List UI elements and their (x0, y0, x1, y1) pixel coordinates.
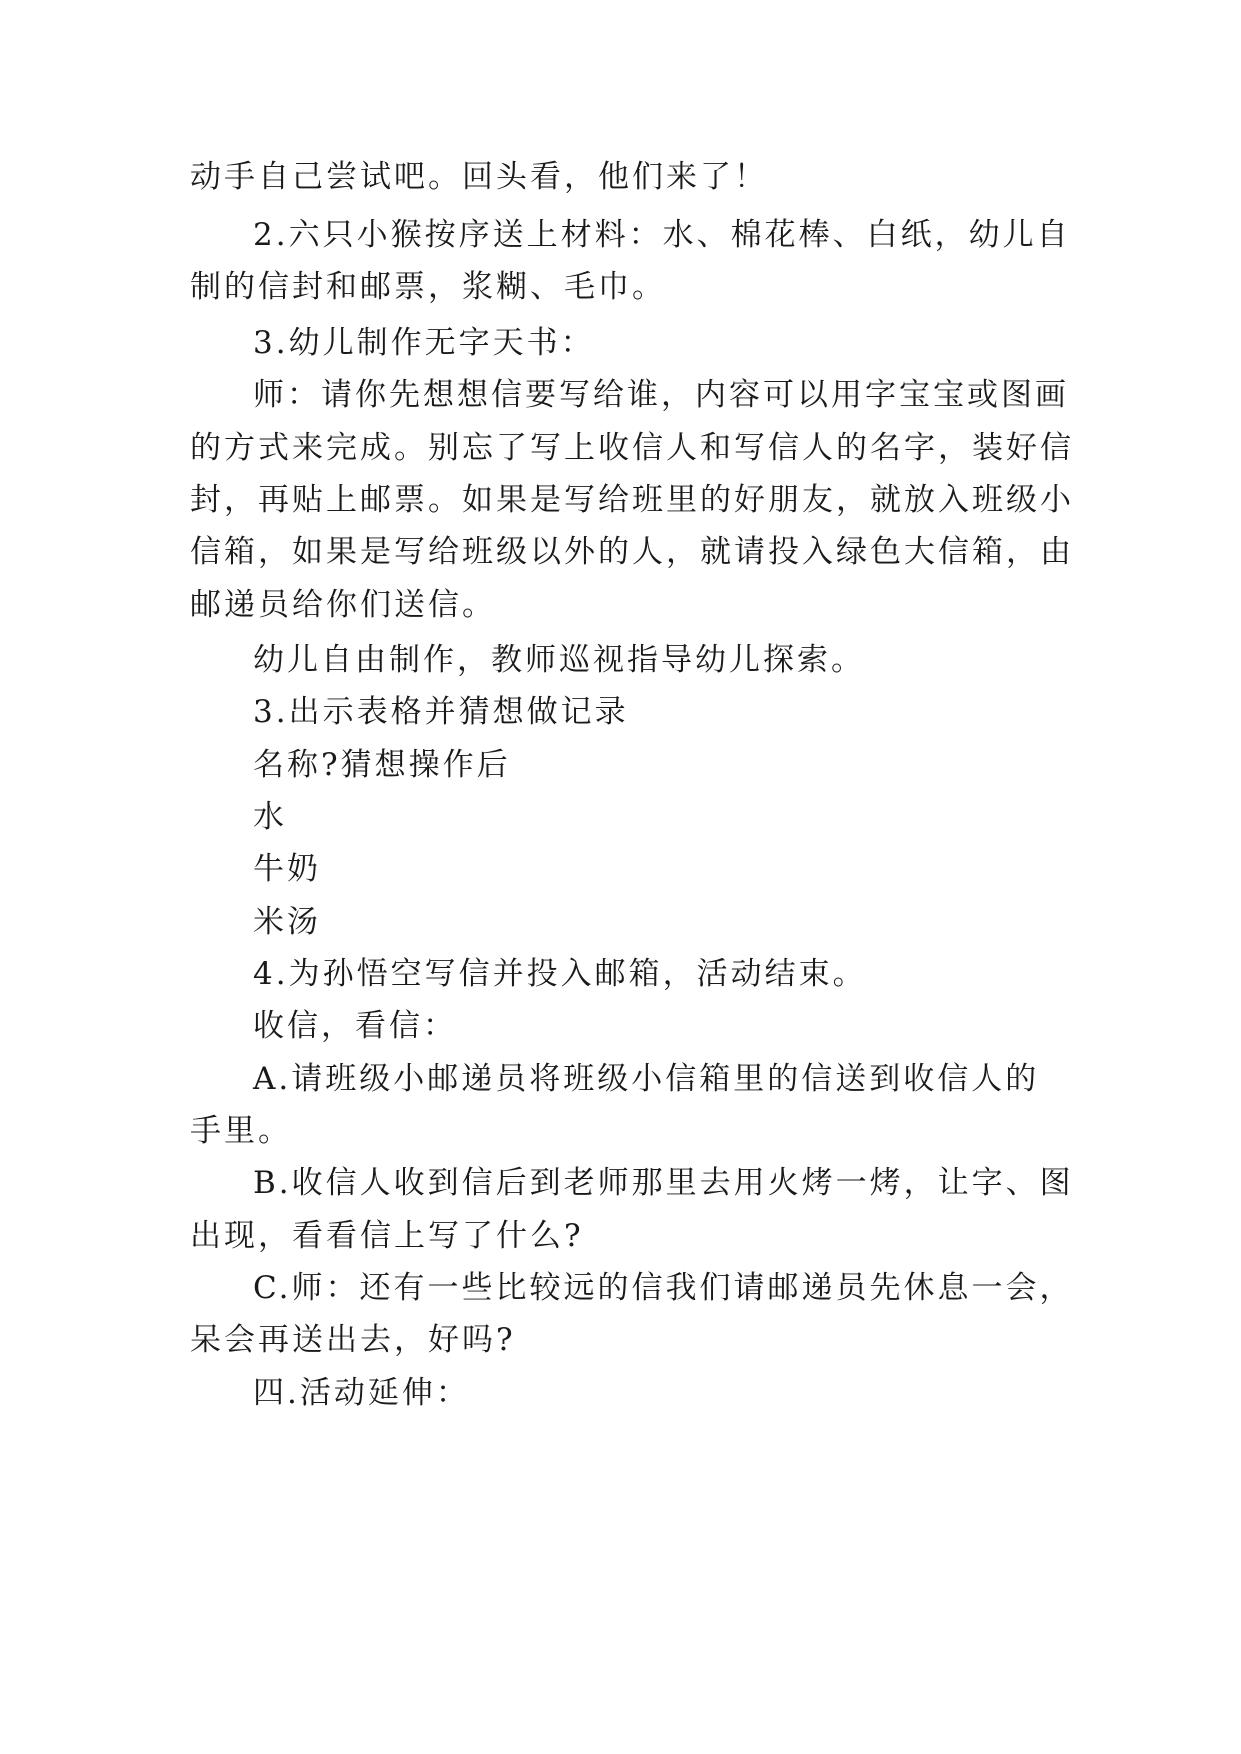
text-line: 信箱，如果是写给班级以外的人，就请投入绿色大信箱，由 (190, 534, 1074, 570)
text-line: 的方式来完成。别忘了写上收信人和写信人的名字，装好信 (190, 430, 1074, 466)
text-line: 呆会再送出去，好吗? (190, 1322, 516, 1358)
text-line: 名称?猜想操作后 (253, 747, 511, 783)
text-line: 幼儿自由制作，教师巡视指导幼儿探索。 (253, 642, 865, 678)
text-line: 师：请你先想想信要写给谁，内容可以用字宝宝或图画 (253, 377, 1069, 413)
text-line: 动手自己尝试吧。回头看，他们来了！ (190, 159, 768, 195)
text-line: 水 (253, 799, 287, 835)
text-line: 出现，看看信上写了什么? (190, 1218, 584, 1254)
text-line: A.请班级小邮递员将班级小信箱里的信送到收信人的 (253, 1061, 1040, 1097)
text-line: 邮递员给你们送信。 (190, 587, 496, 623)
text-line: C.师：还有一些比较远的信我们请邮递员先休息一会， (253, 1270, 1074, 1306)
text-line: 3.幼儿制作无字天书： (253, 325, 595, 361)
text-line: B.收信人收到信后到老师那里去用火烤一烤，让字、图 (253, 1165, 1074, 1201)
text-line: 4.为孙悟空写信并投入邮箱，活动结束。 (253, 956, 867, 992)
text-line: 牛奶 (253, 851, 321, 887)
text-line: 制的信封和邮票，浆糊、毛巾。 (190, 269, 666, 305)
text-line: 封，再贴上邮票。如果是写给班里的好朋友，就放入班级小 (190, 482, 1074, 518)
text-line: 收信，看信： (253, 1008, 457, 1044)
text-line: 2.六只小猴按序送上材料：水、棉花棒、白纸，幼儿自 (253, 217, 1071, 253)
text-line: 米汤 (253, 904, 321, 940)
text-line: 四.活动延伸： (253, 1375, 470, 1411)
text-line: 手里。 (190, 1113, 292, 1149)
text-line: 3.出示表格并猜想做记录 (253, 694, 629, 730)
